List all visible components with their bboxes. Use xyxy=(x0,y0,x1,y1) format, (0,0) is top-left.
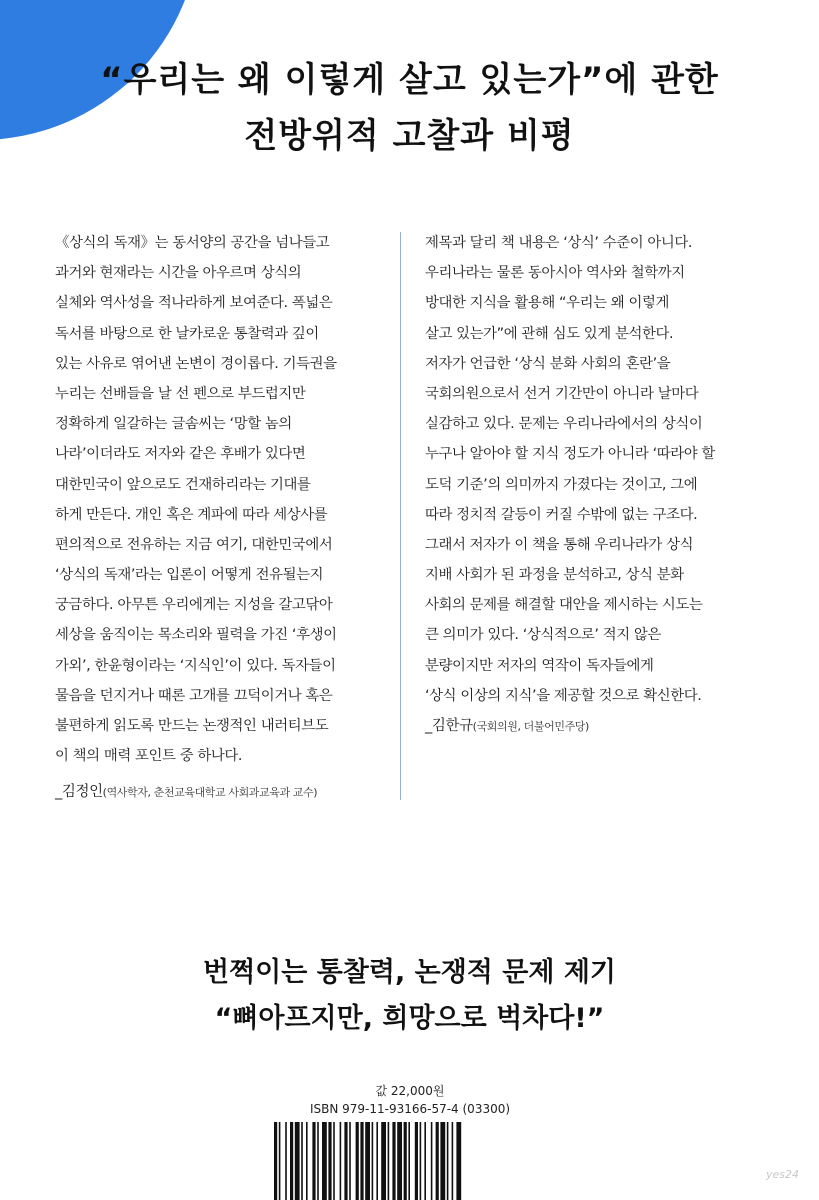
barcode-bar xyxy=(415,1122,418,1200)
barcode xyxy=(270,1122,552,1200)
review-line: 불편하게 읽도록 만드는 논쟁적인 내러티브도 xyxy=(55,718,329,734)
barcode-bar xyxy=(312,1122,315,1200)
reviewer-name: _김한규 xyxy=(425,718,473,734)
price: 값 22,000원 xyxy=(375,1084,445,1098)
barcode-bar xyxy=(333,1122,335,1200)
review-line: 지배 사회가 된 과정을 분석하고, 상식 분화 xyxy=(425,567,684,584)
price-block xyxy=(300,1082,520,1118)
review-line: 하게 만든다. 개인 혹은 계파에 따라 세상사를 xyxy=(55,506,328,523)
barcode-bar xyxy=(317,1122,319,1200)
reviewer-role: (국회의원, 더불어민주당) xyxy=(472,720,589,733)
barcode-bar xyxy=(381,1122,386,1200)
isbn: ISBN 979-11-93166-57-4 (03300) xyxy=(309,1102,511,1116)
review-line: 저자가 언급한 ‘상식 분화 사회의 혼란’을 xyxy=(425,355,671,372)
barcode-bar xyxy=(285,1122,287,1200)
review-line: 제목과 달리 책 내용은 ‘상식’ 수준이 아니다. xyxy=(425,235,693,251)
review-line: 정확하게 일갈하는 글솜씨는 ‘망할 놈의 xyxy=(55,416,292,433)
barcode-bar xyxy=(356,1122,359,1200)
watermark: yes24 xyxy=(766,1168,800,1181)
tagline-line-1: 번쩍이는 통찰력, 논쟁적 문제 제기 xyxy=(202,957,616,988)
tagline-line-2: “뼈아프지만, 희망으로 벅차다!” xyxy=(214,1003,605,1034)
headline xyxy=(0,52,819,164)
review-line: 대한민국이 앞으로도 건재하리라는 기대를 xyxy=(55,476,311,493)
headline-line-1: “우리는 왜 이렇게 살고 있는가”에 관한 xyxy=(100,60,719,100)
barcode-bar xyxy=(440,1122,445,1200)
review-left xyxy=(55,228,395,809)
column-divider xyxy=(400,232,401,800)
barcode-bar xyxy=(376,1122,378,1200)
headline-line-2: 전방위적 고찰과 비평 xyxy=(244,116,575,156)
review-line: 국회의원으로서 선거 기간만이 아니라 날마다 xyxy=(425,385,699,402)
review-line: ‘상식 이상의 지식’을 제공할 것으로 확신한다. xyxy=(425,687,702,704)
review-line: ‘상식의 독재’라는 입론이 어떻게 전유될는지 xyxy=(55,567,324,584)
review-line: 《상식의 독재》는 동서양의 공간을 넘나들고 xyxy=(55,235,330,251)
reviewer-signature xyxy=(55,777,395,808)
barcode-bar xyxy=(372,1122,374,1200)
review-line: 그래서 저자가 이 책을 통해 우리나라가 상식 xyxy=(425,536,694,553)
review-right xyxy=(425,228,770,742)
barcode-bar xyxy=(408,1122,410,1200)
barcode-bar xyxy=(279,1122,281,1200)
barcode-bar xyxy=(344,1122,347,1200)
barcode-bar xyxy=(404,1122,407,1200)
barcode-bar xyxy=(290,1122,293,1200)
review-line: 세상을 움직이는 목소리와 필력을 가진 ‘후생이 xyxy=(55,627,337,644)
barcode-bar xyxy=(424,1122,426,1200)
review-line: 누리는 선배들을 날 선 펜으로 부드럽지만 xyxy=(55,385,306,402)
barcode-bar xyxy=(420,1122,422,1200)
barcode-bar xyxy=(365,1122,370,1200)
review-line: 방대한 지식을 활용해 “우리는 왜 이렇게 xyxy=(425,295,669,312)
barcode-bar xyxy=(392,1122,395,1200)
barcode-bar xyxy=(397,1122,402,1200)
review-line: 우리나라는 물론 동아시아 역사와 철학까지 xyxy=(425,265,685,282)
barcode-bar xyxy=(388,1122,390,1200)
barcode-bar xyxy=(436,1122,439,1200)
review-line: 따라 정치적 갈등이 커질 수밖에 없는 구조다. xyxy=(425,506,698,523)
barcode-bar xyxy=(306,1122,308,1200)
review-line: 분량이지만 저자의 역작이 독자들에게 xyxy=(425,657,654,674)
reviewer-role: (역사학자, 춘천교육대학교 사회과교육과 교수) xyxy=(102,786,318,800)
barcode-bar xyxy=(431,1122,433,1200)
barcode-bar xyxy=(274,1122,277,1200)
review-line: 편의적으로 전유하는 지금 여기, 대한민국에서 xyxy=(55,536,333,553)
barcode-bar xyxy=(456,1122,461,1200)
barcode-bar xyxy=(322,1122,327,1200)
barcode-bar xyxy=(349,1122,351,1200)
review-line: 큰 의미가 있다. ‘상식적으로’ 적지 않은 xyxy=(425,627,661,644)
reviewer-name: _김정인 xyxy=(55,784,103,801)
review-line: 도덕 기준’의 의미까지 가졌다는 것이고, 그에 xyxy=(425,476,698,493)
barcode-bar xyxy=(452,1122,454,1200)
tagline xyxy=(0,950,819,1042)
review-line: 이 책의 매력 포인트 중 하나다. xyxy=(55,748,243,765)
barcode-bar xyxy=(295,1122,300,1200)
barcode-bar xyxy=(301,1122,303,1200)
barcode-bar xyxy=(328,1122,331,1200)
barcode-bar xyxy=(360,1122,363,1200)
review-line: 과거와 현재라는 시간을 아우르며 상식의 xyxy=(55,265,302,282)
review-line: 누구나 알아야 할 지식 정도가 아니라 ‘따라야 할 xyxy=(425,446,715,463)
review-line: 궁금하다. 아무튼 우리에게는 지성을 갈고닦아 xyxy=(55,597,333,614)
barcode-bar xyxy=(340,1122,342,1200)
review-line: 실감하고 있다. 문제는 우리나라에서의 상식이 xyxy=(425,416,703,433)
review-line: 가외’, 한윤형이라는 ‘지식인’이 있다. 독자들이 xyxy=(55,657,336,674)
review-line: 물음을 던지거나 때론 고개를 끄덕이거나 혹은 xyxy=(55,687,333,704)
review-line: 나라’이더라도 저자와 같은 후배가 있다면 xyxy=(55,446,306,463)
review-line: 사회의 문제를 해결할 대안을 제시하는 시도는 xyxy=(425,597,703,614)
review-line: 있는 사유로 엮어낸 논변이 경이롭다. 기득권을 xyxy=(55,355,337,372)
review-line: 살고 있는가”에 관해 심도 있게 분석한다. xyxy=(425,325,674,342)
barcode-bar xyxy=(447,1122,449,1200)
review-line: 독서를 바탕으로 한 날카로운 통찰력과 깊이 xyxy=(55,325,319,342)
review-line: 실체와 역사성을 적나라하게 보여준다. 폭넓은 xyxy=(55,295,333,312)
reviewer-signature xyxy=(425,711,770,742)
